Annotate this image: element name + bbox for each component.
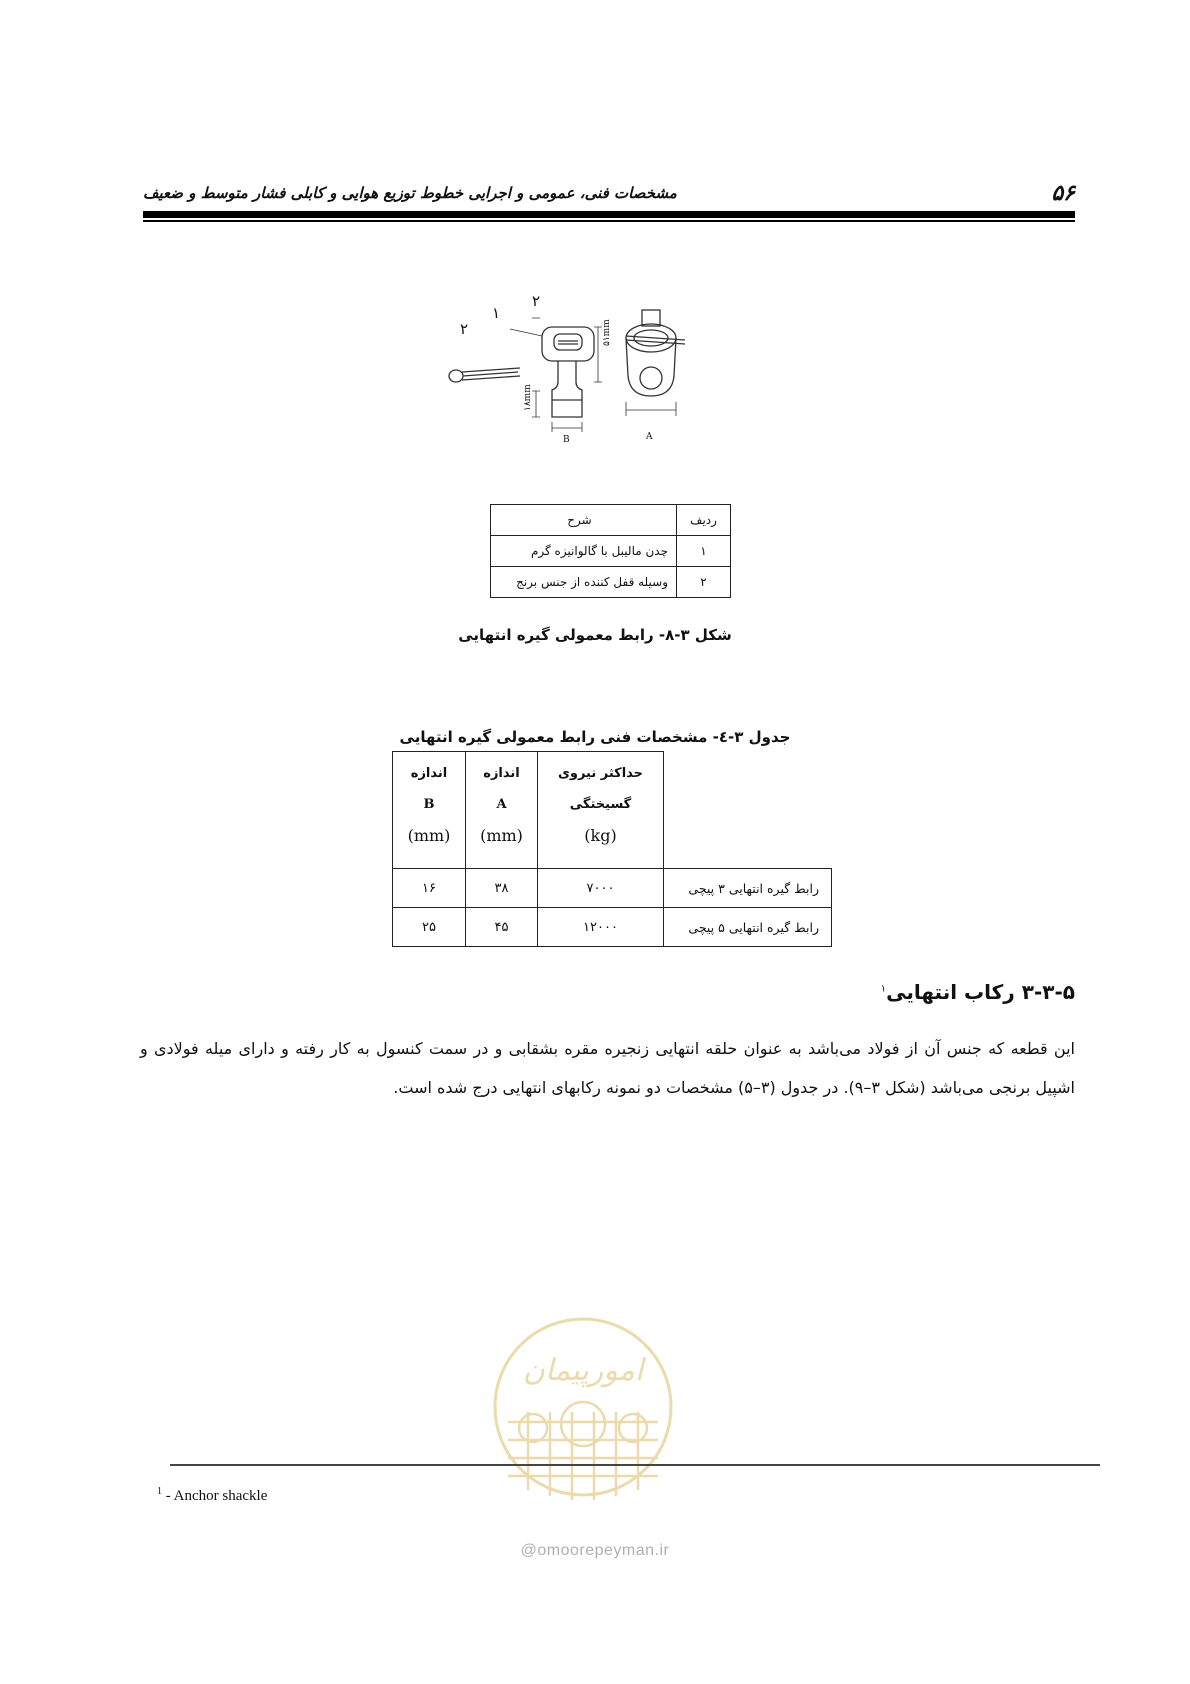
dim-label-51mm: ۵۱mm bbox=[602, 319, 612, 346]
part-label-2-left: ۲ bbox=[460, 320, 469, 338]
header-b-unit: (mm) bbox=[407, 826, 451, 845]
footnote-marker: ۱ bbox=[880, 983, 887, 995]
header-a-line1: اندازه bbox=[483, 766, 520, 781]
section-heading-text: ۳-۳-۵ رکاب انتهایی bbox=[886, 980, 1075, 1004]
dim-label-b: B bbox=[563, 435, 570, 445]
part-label-2-top: ۲ bbox=[532, 296, 541, 310]
legend-cell-desc: وسیله قفل کننده از جنس برنج bbox=[491, 567, 677, 598]
watermark-logo-icon bbox=[488, 1312, 678, 1512]
spec-cell-name: رابط گیره انتهایی ۳ پیچی bbox=[664, 869, 832, 908]
spec-header-row bbox=[393, 752, 832, 869]
footnote-rule bbox=[170, 1464, 1100, 1466]
spec-cell-a: ۳۸ bbox=[466, 869, 538, 908]
watermark-url: @omoorepeyman.ir bbox=[520, 1542, 670, 1559]
dim-label-a: A bbox=[646, 432, 653, 442]
header-rule-thin bbox=[143, 220, 1075, 222]
spec-table bbox=[392, 751, 832, 947]
side-view-drawing bbox=[626, 310, 685, 396]
legend-header-desc: شرح bbox=[491, 505, 677, 536]
legend-cell-num: ۱ bbox=[677, 536, 731, 567]
spec-header-b bbox=[393, 752, 466, 869]
legend-header-row bbox=[491, 505, 731, 536]
running-title: مشخصات فنی، عمومی و اجرایی خطوط توزیع هوایی و کابلی فشار متوسط و ضعیف bbox=[143, 184, 677, 202]
cotter-pin-drawing bbox=[449, 368, 520, 382]
spec-cell-name: رابط گیره انتهایی ۵ پیچی bbox=[664, 908, 832, 947]
dim-label-18mm: ۱۸mm bbox=[523, 384, 533, 411]
spec-header-force bbox=[538, 752, 664, 869]
header-force-unit: (kg) bbox=[584, 826, 617, 845]
header-b-letter: B bbox=[423, 797, 435, 812]
watermark-logo-text: امورپیمان bbox=[522, 1353, 644, 1388]
table-caption: جدول ۳-٤- مشخصات فنی رابط معمولی گیره انتهایی bbox=[399, 728, 791, 746]
header-force-line1: حداکثر نیروی bbox=[557, 766, 644, 781]
spec-cell-force: ۷۰۰۰ bbox=[538, 869, 664, 908]
spec-header-blank bbox=[664, 752, 832, 869]
legend-cell-num: ۲ bbox=[677, 567, 731, 598]
legend-row bbox=[491, 567, 731, 598]
body-paragraph: این قطعه که جنس آن از فولاد می‌باشد به عنوان حلقه انتهایی زنجیره مقره بشقابی و در سمت کنسول به کار رفته و دارای میله فولادی و اشپیل برنجی می‌باشد (شکل ۳–۹). در جدول (۳–۵) مشخصات دو نمونه رکابهای انتهایی درج شده است. bbox=[140, 1039, 1075, 1097]
spec-header-a bbox=[466, 752, 538, 869]
spec-cell-force: ۱۲۰۰۰ bbox=[538, 908, 664, 947]
spec-row bbox=[393, 908, 832, 947]
header-force-line2: گسیختگی bbox=[569, 797, 632, 812]
legend-row bbox=[491, 536, 731, 567]
part-label-1: ۱ bbox=[492, 304, 501, 322]
watermark-url-text: omoorepeyman.ir bbox=[537, 1542, 670, 1559]
spec-cell-b: ۲۵ bbox=[393, 908, 466, 947]
spec-cell-a: ۴۵ bbox=[466, 908, 538, 947]
section-heading bbox=[881, 980, 1075, 1004]
front-view-drawing bbox=[542, 327, 594, 417]
figure-caption: شکل ۳-۸- رابط معمولی گیره انتهایی bbox=[458, 626, 732, 644]
header-rule-thick bbox=[143, 211, 1075, 218]
header-b-line1: اندازه bbox=[410, 766, 448, 781]
footnote-number: 1 bbox=[157, 1486, 162, 1497]
part-legend-table bbox=[490, 504, 731, 598]
legend-header-num: ردیف bbox=[677, 505, 731, 536]
header-a-letter: A bbox=[496, 797, 507, 812]
spec-row bbox=[393, 869, 832, 908]
clevis-connector-drawing bbox=[440, 296, 740, 456]
spec-cell-b: ۱۶ bbox=[393, 869, 466, 908]
footnote bbox=[157, 1486, 267, 1505]
footnote-text: - Anchor shackle bbox=[162, 1488, 268, 1504]
legend-cell-desc: چدن مالیبل با گالوانیزه گرم bbox=[491, 536, 677, 567]
page-number: ۵۶ bbox=[1051, 180, 1075, 206]
header-a-unit: (mm) bbox=[480, 826, 523, 845]
